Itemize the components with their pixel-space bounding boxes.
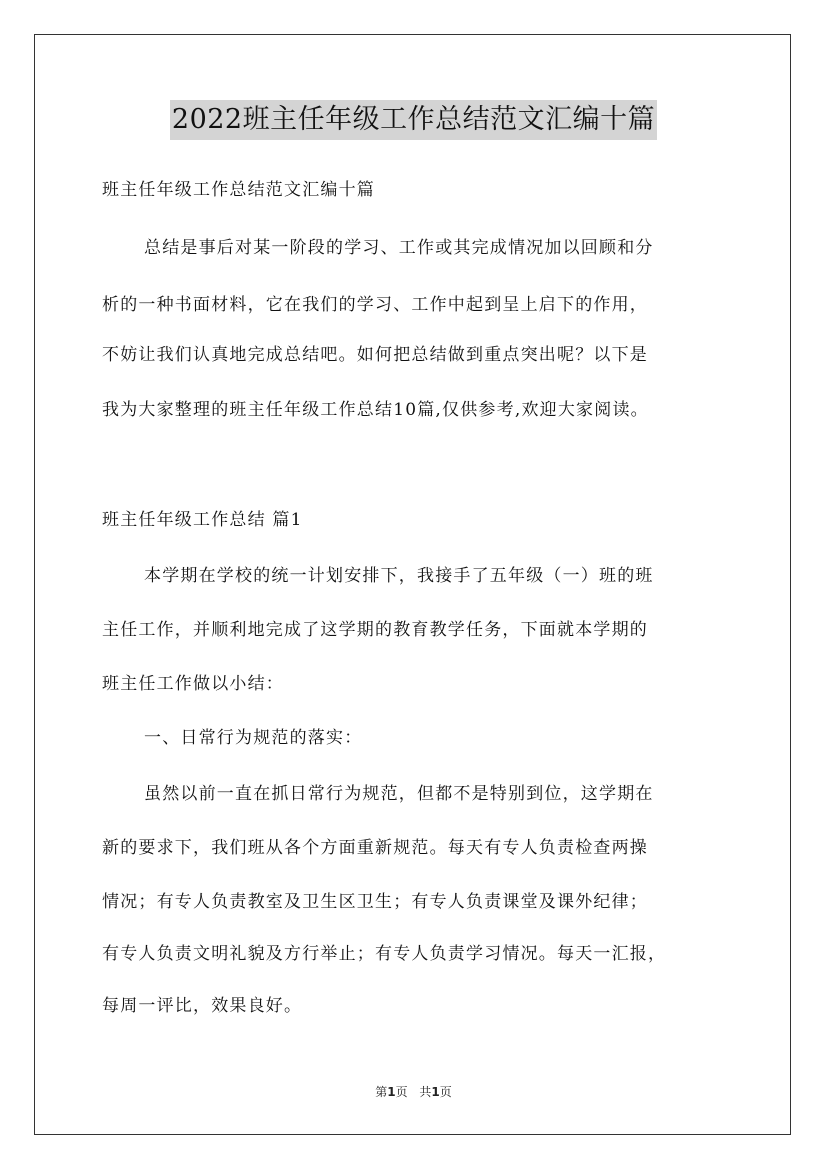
subheading: 一、日常行为规范的落实：: [144, 728, 363, 748]
section-line: 班主任工作做以小结：: [102, 674, 284, 694]
body-line: 情况；有专人负责教室及卫生区卫生；有专人负责课堂及课外纪律；: [102, 892, 648, 912]
document-title: 2022班主任年级工作总结范文汇编十篇: [170, 100, 657, 140]
intro-line: 我为大家整理的班主任年级工作总结10篇,仅供参考,欢迎大家阅读。: [102, 400, 649, 420]
intro-line: 总结是事后对某一阶段的学习、工作或其完成情况加以回顾和分: [144, 238, 654, 258]
total-pages-indicator: 共1页: [419, 1085, 452, 1099]
title-container: [0, 100, 827, 140]
intro-line: 不妨让我们认真地完成总结吧。如何把总结做到重点突出呢？以下是: [102, 345, 648, 365]
body-line: 有专人负责文明礼貌及方行举止；有专人负责学习情况。每天一汇报，: [102, 944, 667, 964]
section-line: 主任工作，并顺利地完成了这学期的教育教学任务，下面就本学期的: [102, 620, 648, 640]
body-line: 每周一评比，效果良好。: [102, 996, 303, 1016]
intro-line: 析的一种书面材料，它在我们的学习、工作中起到呈上启下的作用，: [102, 295, 648, 315]
section-heading: 班主任年级工作总结 篇1: [102, 510, 303, 530]
page-indicator: 第1页: [375, 1085, 408, 1099]
body-line: 虽然以前一直在抓日常行为规范，但都不是特别到位，这学期在: [144, 784, 654, 804]
section-line: 本学期在学校的统一计划安排下，我接手了五年级（一）班的班: [144, 566, 654, 586]
subtitle: 班主任年级工作总结范文汇编十篇: [102, 180, 375, 200]
body-line: 新的要求下，我们班从各个方面重新规范。每天有专人负责检查两操: [102, 838, 648, 858]
page-footer: [0, 1083, 827, 1100]
